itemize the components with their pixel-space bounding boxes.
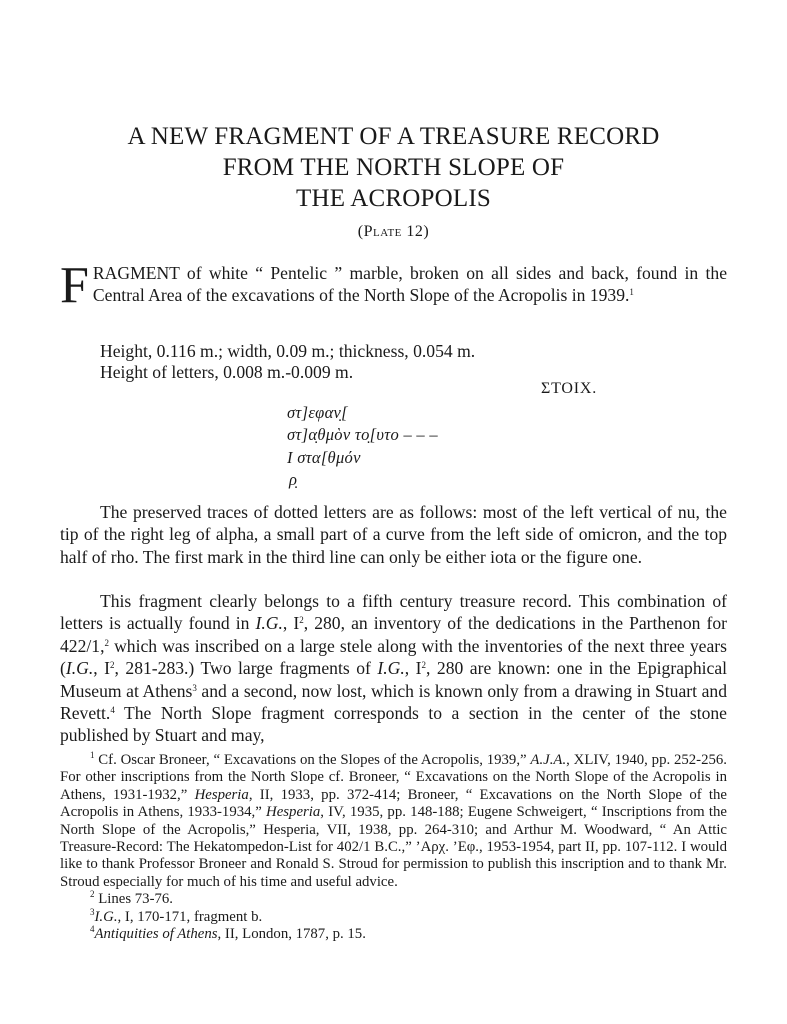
text-run: , II, London, 1787, p. 15.	[217, 926, 366, 943]
text-run: , 280 are known: one in the Epigraphical Museum at Athens	[60, 658, 728, 701]
text-run: , I	[93, 658, 110, 679]
lead-text: RAGMENT of white “ Pentelic ” marble, broken on all sides and back, found in the Central Area of the excavations of the North Slope of the Acropolis in 1939.	[92, 263, 727, 306]
lead-paragraph	[60, 257, 727, 314]
drop-cap: F	[60, 257, 89, 314]
measurement-line-2: Height of letters, 0.008 m.-0.009 m.	[100, 362, 354, 382]
text-run: which was inscribed on a large stele along with the inventories of the next three years (	[60, 635, 727, 679]
text-run: Cf. Oscar Broneer, “ Excavations on the Slopes of the Acropolis, 1939,”	[94, 752, 531, 768]
footnote-ref-3: 3	[192, 682, 197, 693]
footnote-ref-1: 1	[629, 287, 634, 298]
plate-number: 12)	[406, 223, 430, 240]
ig-citation: I.G.	[94, 908, 118, 925]
inscription-line-3: Ι στα[θμόν	[287, 447, 361, 467]
text-run: Lines 73-76.	[94, 891, 173, 908]
ig-citation: I.G.	[65, 658, 94, 679]
footnotes	[60, 752, 727, 943]
footnote-ref-4: 4	[110, 705, 115, 716]
footnote-4	[60, 926, 727, 943]
article-title	[60, 121, 727, 214]
footnote-number: 2	[90, 889, 95, 900]
plate-label: Plate	[363, 223, 402, 240]
superscript: 2	[299, 615, 304, 626]
journal-title: Hesperia	[266, 804, 321, 821]
paragraph-dotted-letters: The preserved traces of dotted letters are as follows: most of the left vertical of nu, the tip of the right leg of alpha, a small part of a curve from the left side of omicron, and the top half of rho. The first mark in the third line can only be either iota or the figure one.	[60, 502, 727, 567]
inscription-line-1: στ]εφαν̣[	[287, 403, 348, 422]
text-run: and a second, now lost, which is known only from a drawing in Stuart and Revett.	[60, 680, 727, 724]
plate-open-paren: (	[357, 223, 364, 240]
text-run: This fragment clearly belongs to a fifth century treasure record. This combination of letters is actually found in	[60, 591, 727, 634]
footnote-ref-2: 2	[104, 637, 109, 648]
text-run: , I	[282, 613, 300, 634]
measurement-line-1: Height, 0.116 m.; width, 0.09 m.; thickness, 0.054 m.	[100, 341, 476, 361]
journal-title: Hesperia	[194, 786, 249, 803]
inscription-text	[287, 402, 438, 492]
book-title: Antiquities of Athens	[94, 926, 218, 943]
stoichedon-label: ΣTOIX.	[541, 380, 598, 397]
inscription-line-2: στ]α̣θμὸν το̣[υτο – – –	[287, 425, 438, 445]
text-run: , II, 1933, pp. 372-414; Broneer, “ Excavations on the North Slope of the Acropolis in Athens, 1933-1934,”	[60, 786, 727, 821]
ig-citation: I.G.	[255, 613, 283, 634]
plate-reference	[0, 223, 787, 241]
journal-title: A.J.A.	[530, 752, 567, 768]
title-line-3: THE ACROPOLIS	[296, 185, 491, 212]
text-run: The North Slope fragment corresponds to a section in the center of the stone published by Stuart and may,	[60, 703, 727, 746]
text-run: , XLIV, 1940, pp. 252-256. For other inscriptions from the North Slope cf. Broneer, “ Excavations on the North Slope of the Acropolis in Athens, 1931-1932,”	[60, 752, 727, 803]
footnote-1	[60, 752, 727, 891]
text-run: , 280, an inventory of the dedications in the Parthenon for 422/1,	[60, 613, 728, 656]
inscription-line-4: ρ̣	[289, 470, 298, 490]
ig-citation: I.G.	[377, 658, 405, 679]
title-line-1: A NEW FRAGMENT OF A TREASURE RECORD	[127, 123, 660, 150]
text-run: , I, 170-171, fragment b.	[117, 908, 263, 925]
text-run: , I	[404, 658, 422, 679]
title-line-2: FROM THE NORTH SLOPE OF	[222, 154, 565, 181]
footnote-2	[60, 891, 727, 908]
superscript: 2	[110, 660, 115, 671]
paragraph-main	[60, 590, 727, 747]
text-run: , 281-283.) Two large fragments of	[114, 658, 378, 679]
text-run: , IV, 1935, pp. 148-188; Eugene Schweigert, “ Inscriptions from the North Slope of the Acropolis,” Hesperia, VII, 1938, pp. 264-310; and Arthur M. Woodward, “ An Attic Treasure-Record: The Hekatompedon-List for 402/1 B.C.,” ’Αρχ. ’Εφ., 1953-1954, part II, pp. 107-112. I would like to thank Professor Broneer and Ronald S. Stroud for permission to publish this inscription and to thank Mr. Stroud especially for much of his time and useful advice.	[60, 804, 727, 890]
footnote-number: 1	[90, 750, 95, 760]
superscript: 2	[421, 660, 426, 671]
footnote-number: 3	[90, 906, 95, 917]
footnote-3	[60, 906, 727, 926]
footnote-number: 4	[90, 924, 95, 935]
